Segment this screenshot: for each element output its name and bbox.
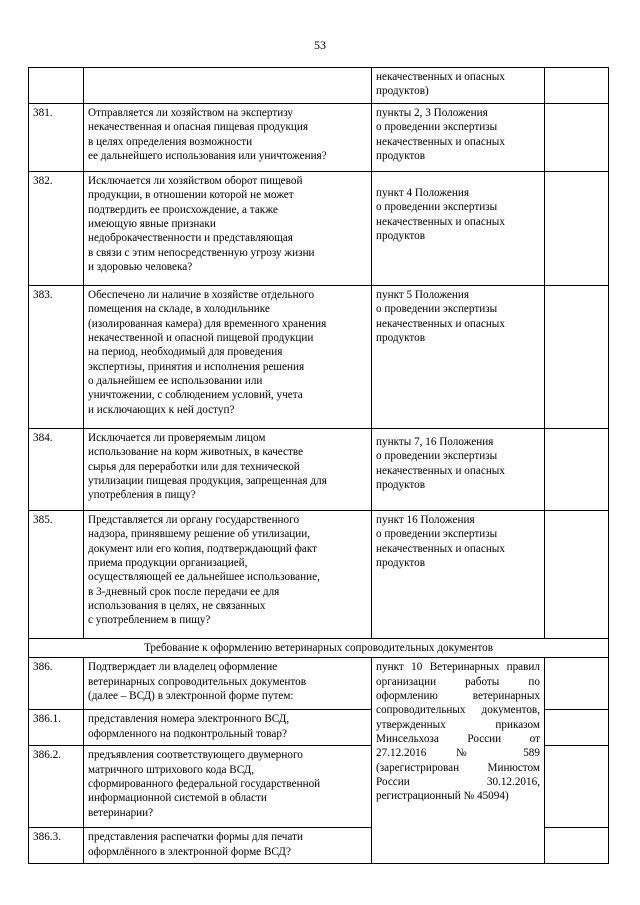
reference-cell: пункт 5 Положения о проведении экспертизы некачественных и опасных продуктов <box>372 286 545 429</box>
mark-cell <box>545 104 609 172</box>
question-cell: Обеспечено ли наличие в хозяйстве отдельного помещения на складе, в холодильнике (изолированная камера) для временного хранения некачественной и опасной пищевой продукции на период, необходимый для проведения экспертизы, принятия и исполнения решения о дальнейшем ее использовании или уничтожении, с соблюдением условий, учета и исключающих к ней доступ? <box>84 286 372 429</box>
mark-cell <box>545 286 609 429</box>
row-number: 383. <box>29 286 84 429</box>
question-cell: представления номера электронного ВСД, оформленного на подконтрольный товар? <box>84 710 372 746</box>
table-row-continuation <box>29 68 609 104</box>
row-number: 386.3. <box>29 828 84 864</box>
mark-cell <box>545 68 609 104</box>
row-number: 381. <box>29 104 84 172</box>
reference-cell: пункт 4 Положения о проведении экспертизы некачественных и опасных продуктов <box>372 172 545 286</box>
row-number: 386.2. <box>29 746 84 828</box>
mark-cell <box>545 828 609 864</box>
table-row <box>29 172 609 286</box>
section-title: Требование к оформлению ветеринарных сопроводительных документов <box>29 639 609 658</box>
question-cell: Исключается ли хозяйством оборот пищевой продукции, в отношении которой не может подтвердить ее происхождение, а также имеющую явные признаки недоброкачественности и представляющая в связи с этим непосредственную угрозу жизни и здоровью человека? <box>84 172 372 286</box>
table-row <box>29 658 609 710</box>
section-header-row <box>29 639 609 658</box>
mark-cell <box>545 746 609 828</box>
reference-cell: пункты 2, 3 Положения о проведении экспертизы некачественных и опасных продуктов <box>372 104 545 172</box>
question-cell: предъявления соответствующего двумерного матричного штрихового кода ВСД, сформированного федеральной государственной информационной системой в области ветеринарии? <box>84 746 372 828</box>
mark-cell <box>545 429 609 511</box>
table-row <box>29 286 609 429</box>
mark-cell <box>545 658 609 710</box>
mark-cell <box>545 710 609 746</box>
reference-cell: некачественных и опасных продуктов) <box>372 68 545 104</box>
question-cell: Подтверждает ли владелец оформление ветеринарных сопроводительных документов (далее – ВСД) в электронной форме путем: <box>84 658 372 710</box>
table-row <box>29 104 609 172</box>
checklist-table <box>28 67 609 864</box>
vsd-reference-cell: пункт 10 Ветеринарных правил организации работы по оформлению ветеринарных сопроводительных документов, утвержденных приказом Минсельхоза России от 27.12.2016 № 589 (зарегистрирован Минюстом России 30.12.2016, регистрационный № 45094) <box>372 658 545 864</box>
row-number: 382. <box>29 172 84 286</box>
question-cell: представления распечатки формы для печати оформлённого в электронной форме ВСД? <box>84 828 372 864</box>
row-number: 385. <box>29 511 84 639</box>
table-row <box>29 429 609 511</box>
question-cell <box>84 68 372 104</box>
row-number: 384. <box>29 429 84 511</box>
number-cell <box>29 68 84 104</box>
row-number: 386. <box>29 658 84 710</box>
row-number: 386.1. <box>29 710 84 746</box>
page-number: 53 <box>314 38 326 52</box>
reference-cell: пункт 16 Положения о проведении экспертизы некачественных и опасных продуктов <box>372 511 545 639</box>
table-row <box>29 511 609 639</box>
question-cell: Представляется ли органу государственного надзора, принявшему решение об утилизации, документ или его копия, подтверждающий факт приема продукции организацией, осуществляющей ее дальнейшее использование, в 3-дневный срок после передачи ее для использования в целях, не связанных с употреблением в пищу? <box>84 511 372 639</box>
question-cell: Отправляется ли хозяйством на экспертизу некачественная и опасная пищевая продукция в целях определения возможности ее дальнейшего использования или уничтожения? <box>84 104 372 172</box>
reference-cell: пункты 7, 16 Положения о проведении экспертизы некачественных и опасных продуктов <box>372 429 545 511</box>
question-cell: Исключается ли проверяемым лицом использование на корм животных, в качестве сырья для переработки или для технической утилизации пищевая продукция, запрещенная для употребления в пищу? <box>84 429 372 511</box>
mark-cell <box>545 172 609 286</box>
mark-cell <box>545 511 609 639</box>
